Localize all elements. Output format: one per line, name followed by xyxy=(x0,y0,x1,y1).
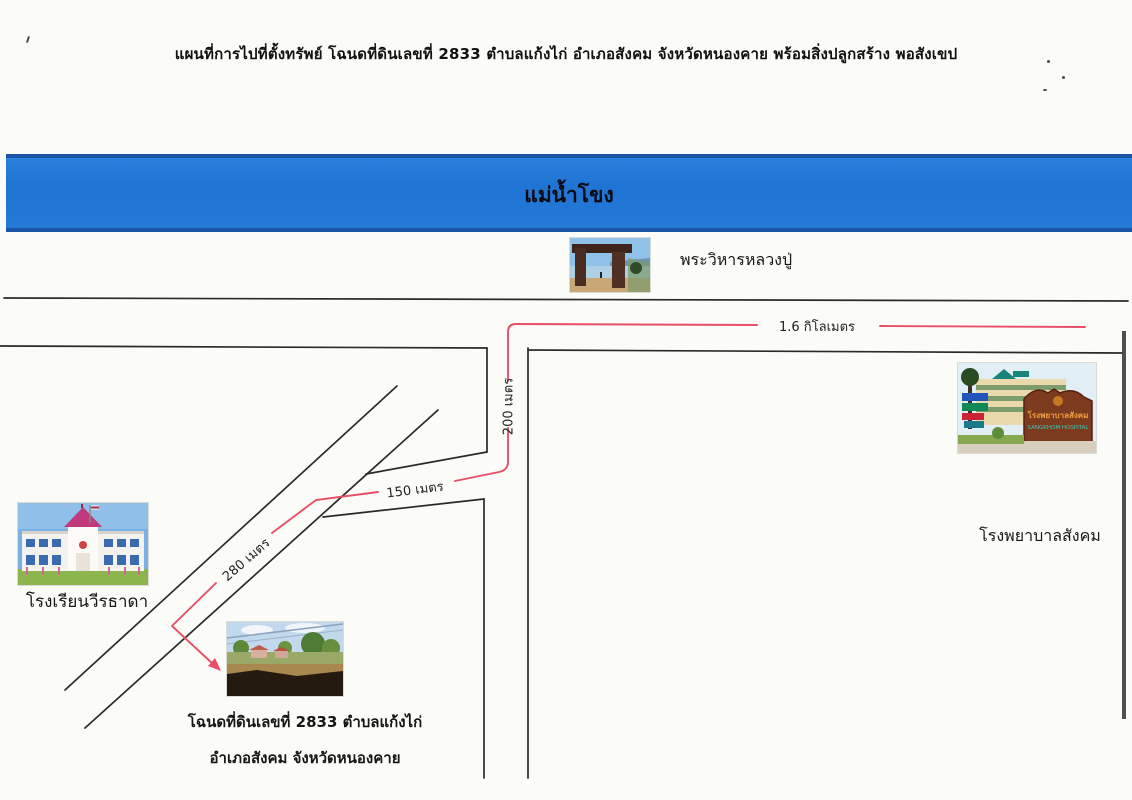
scan-edge-shadow xyxy=(1122,331,1126,719)
parcel-photo xyxy=(227,622,343,696)
scan-speck xyxy=(1043,89,1047,91)
school-photo xyxy=(18,503,148,585)
temple-label: พระวิหารหลวงปู่ xyxy=(680,250,793,269)
scan-speck xyxy=(1062,76,1065,79)
parcel-label-line1: โฉนดที่ดินเลขที่ 2833 ตำบลแก้งไก่ xyxy=(187,713,423,731)
distance-label-200-m: 200 เมตร xyxy=(501,377,517,436)
page-title: แผนที่การไปที่ตั้งทรัพย์ โฉนดที่ดินเลขที่ 2833 ตำบลแก้งไก่ อำเภอสังคม จังหวัดหนองคาย พร้อมสิ่งปลูกสร้าง พอสังเขป xyxy=(174,45,958,63)
hospital-sign-thai: โรงพยาบาลสังคม xyxy=(1027,411,1089,420)
scan-speck xyxy=(1047,60,1050,63)
distance-label-150-m: 150 เมตร xyxy=(385,479,445,502)
parcel-label-line2: อำเภอสังคม จังหวัดหนองคาย xyxy=(209,749,401,767)
parcel-label xyxy=(170,710,440,782)
temple-photo xyxy=(570,238,650,292)
river-label: แม่น้ำโขง xyxy=(524,183,614,207)
route-line xyxy=(172,324,1085,664)
school-label: โรงเรียนวีรธาดา xyxy=(25,592,149,612)
distance-label-280-m: 280 เมตร xyxy=(220,535,274,585)
hospital-label: โรงพยาบาลสังคม xyxy=(979,526,1101,545)
distance-label-1-6-km: 1.6 กิโลเมตร xyxy=(778,320,856,335)
hospital-photo xyxy=(958,363,1096,453)
hospital-sign-en: SANGKHOM HOSPITAL xyxy=(1027,425,1089,431)
